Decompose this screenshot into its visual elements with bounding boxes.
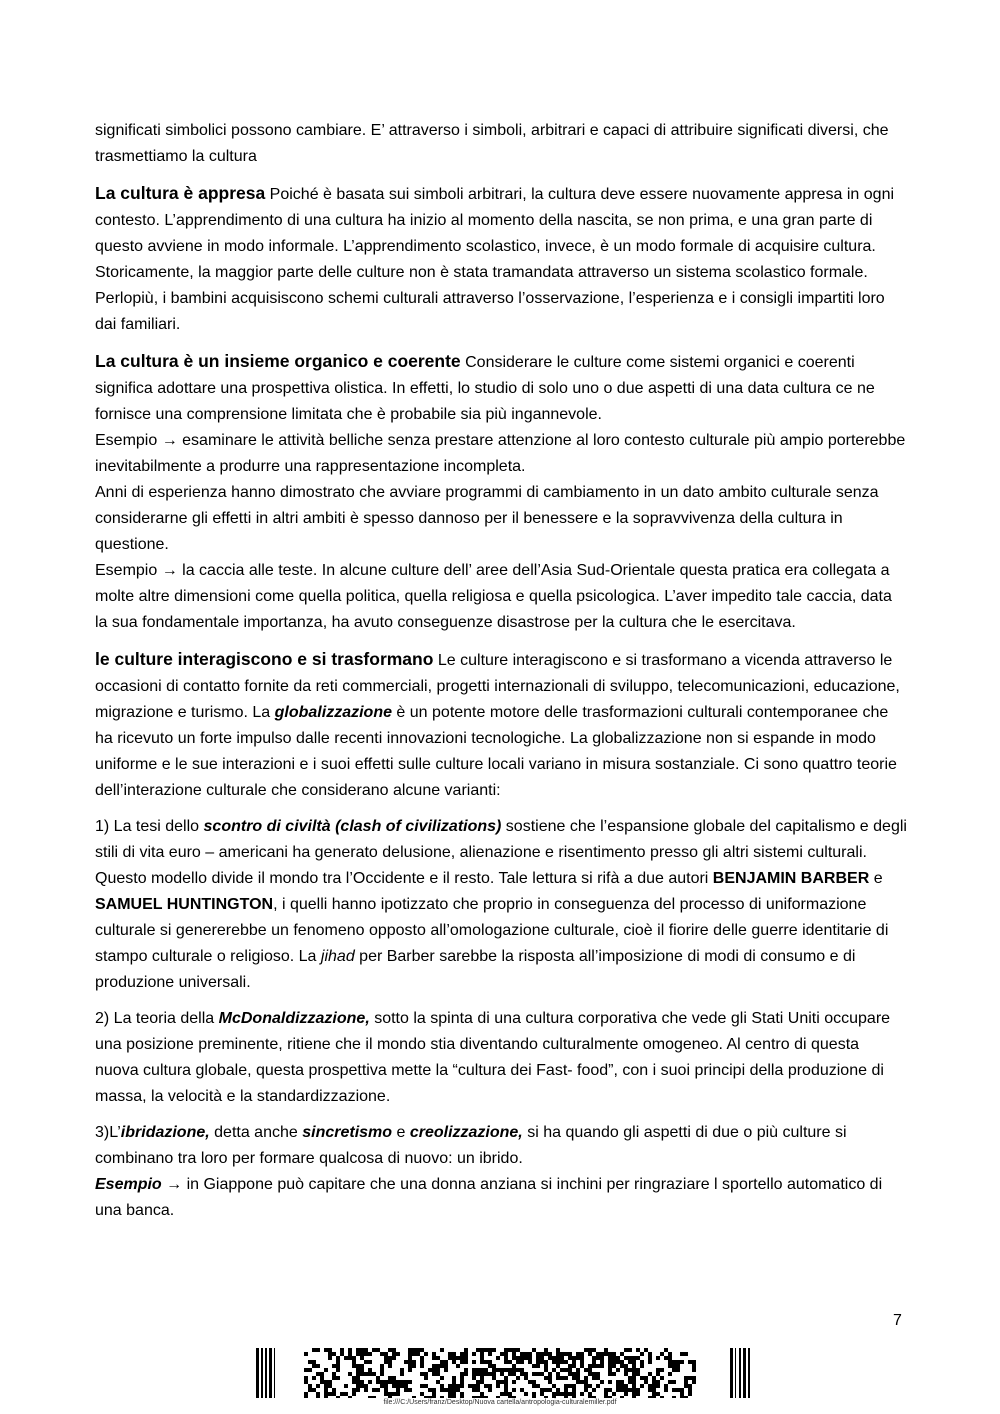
paragraph-text: per Barber sarebbe la risposta all’imposizione di modi di consumo e di produzione universali. — [95, 948, 856, 991]
arrow-icon: → — [166, 1176, 183, 1193]
paragraph-text: 1) La tesi dello — [95, 818, 204, 835]
paragraph-text: sostiene che l’espansione globale del capitalismo e degli stili di vita euro – americani ha generato delusione, alienazione e risentimento presso gli altri sistemi culturali. Questo modello divide il mondo tra l’Occidente e il resto. Tale lettura si rifà a due autori — [95, 818, 907, 887]
paragraph-text: 2) La teoria della — [95, 1010, 219, 1027]
paragraph-text: , i quelli hanno ipotizzato che proprio in conseguenza del processo di uniformazione culturale si genererebbe un fenomeno opposto all’omologazione culturale, cioè il fiorire delle guerre identitarie di stampo culturale o religioso. La — [95, 896, 889, 965]
paragraph-text: Le culture interagiscono e si trasformano a vicenda attraverso le occasioni di contatto fornite da reti commerciali, progetti internazionali di sviluppo, telecomunicazioni, educazione, migrazione e turismo. La — [95, 652, 900, 721]
paragraph-text: Considerare le culture come sistemi organici e coerenti significa adottare una prospettiva olistica. In effetti, lo studio di solo uno o due aspetti di una data cultura ce ne fornisce una comprensione limitata che è probabile sia più ingannevole. — [95, 354, 875, 423]
page-number: 7 — [893, 1312, 902, 1329]
intro-text: significati simbolici possono cambiare. E’ attraverso i simboli, arbitrari e capaci di attribuire significati diversi, che trasmettiamo la cultura — [95, 122, 889, 165]
emphasis-term: creolizzazione, — [409, 1124, 523, 1141]
example-text: la caccia alle teste. In alcune culture dell’ aree dell’Asia Sud-Orientale questa pratica era collegata a molte altre dimensioni come quella politica, quella religiosa e quella psicologica. L’aver impedito tale caccia, data la sua fondamentale importanza, ha avuto conseguenze disastrose per la cultura che le esercitava. — [95, 562, 892, 631]
arrow-icon: → — [161, 562, 178, 579]
section-heading: le culture interagiscono e si trasformano — [95, 649, 434, 669]
paragraph-text: Poiché è basata sui simboli arbitrari, la cultura deve essere nuovamente appresa in ogni contesto. L’apprendimento di una cultura ha inizio al momento della nascita, se non prima, e una gran parte di questo avviene in modo informale. L’apprendimento scolastico, invece, è un modo formale di acquisire cultura. Storicamente, la maggior parte delle culture non è stata tramandata attraverso un sistema scolastico formale. Perlopiù, i bambini acquisiscono schemi culturali attraverso l’osservazione, l’esperienza e i consigli impartiti loro dai familiari. — [95, 186, 895, 333]
example-label: Esempio — [95, 562, 158, 579]
document-body — [95, 118, 907, 1234]
paragraph-intro — [95, 118, 907, 170]
emphasis-term: sincretismo — [302, 1124, 393, 1141]
paragraph-text: si ha quando gli aspetti di due o più culture si combinano tra loro per formare qualcosa di nuovo: un ibrido. — [95, 1124, 847, 1167]
arrow-icon: → — [161, 432, 178, 449]
emphasis-term: ibridazione, — [120, 1124, 210, 1141]
paragraph-insieme-organico — [95, 348, 907, 636]
paragraph-text: 3)L’ — [95, 1124, 121, 1141]
paragraph-text: Anni di esperienza hanno dimostrato che avviare programmi di cambiamento in un dato ambito culturale senza considerarne gli effetti in altri ambiti è spesso dannoso per il benessere e la sopravvivenza della cultura in questione. — [95, 484, 879, 553]
paragraph-mcdonaldizzazione — [95, 1006, 907, 1110]
paragraph-scontro-civilta — [95, 814, 907, 996]
paragraph-text: e — [392, 1124, 410, 1141]
paragraph-ibridazione — [95, 1120, 907, 1224]
paragraph-text: detta anche — [209, 1124, 303, 1141]
paragraph-text: sotto la spinta di una cultura corporativa che vede gli Stati Uniti occupare una posizione preminente, ritiene che il mondo stia diventando culturalmente omogeneo. Al centro di questa nuova cultura globale, questa prospettiva mette la “cultura dei Fast- food”, con i suoi principi della produzione di massa, la velocità e la standardizzazione. — [95, 1010, 891, 1105]
paragraph-text: è un potente motore delle trasformazioni culturali contemporanee che ha ricevuto un forte impulso dalle recenti innovazioni tecnologiche. La globalizzazione non si espande in modo uniforme e le sue interazioni e i suoi effetti sulle culture locali variano in misura sostanziale. Ci sono quattro teorie dell’interazione culturale che considerano alcune varianti: — [95, 704, 897, 799]
author-name: BENJAMIN BARBER — [712, 870, 870, 887]
barcode-icon — [256, 1348, 752, 1398]
emphasis-term: globalizzazione — [274, 704, 392, 721]
section-heading: La cultura è un insieme organico e coerente — [95, 351, 461, 371]
example-text: in Giappone può capitare che una donna anziana si inchini per ringraziare l sportello automatico di una banca. — [95, 1176, 883, 1219]
italic-term: jihad — [320, 948, 355, 965]
emphasis-term: scontro di civiltà (clash of civilizations) — [203, 818, 502, 835]
example-text: esaminare le attività belliche senza prestare attenzione al loro contesto culturale più ampio porterebbe inevitabilmente a produrre una rappresentazione incompleta. — [95, 432, 906, 475]
example-label: Esempio — [95, 1176, 162, 1193]
file-path: file:///C:/Users/franz/Desktop/Nuova cartella/antropologia-culturalemiller.pdf — [383, 1399, 617, 1406]
paragraph-interagiscono — [95, 646, 907, 804]
emphasis-term: McDonaldizzazione, — [218, 1010, 370, 1027]
section-heading: La cultura è appresa — [95, 183, 266, 203]
paragraph-text: e — [869, 870, 883, 887]
author-name: SAMUEL HUNTINGTON — [95, 896, 274, 913]
paragraph-cultura-appresa — [95, 180, 907, 338]
example-label: Esempio — [95, 432, 158, 449]
